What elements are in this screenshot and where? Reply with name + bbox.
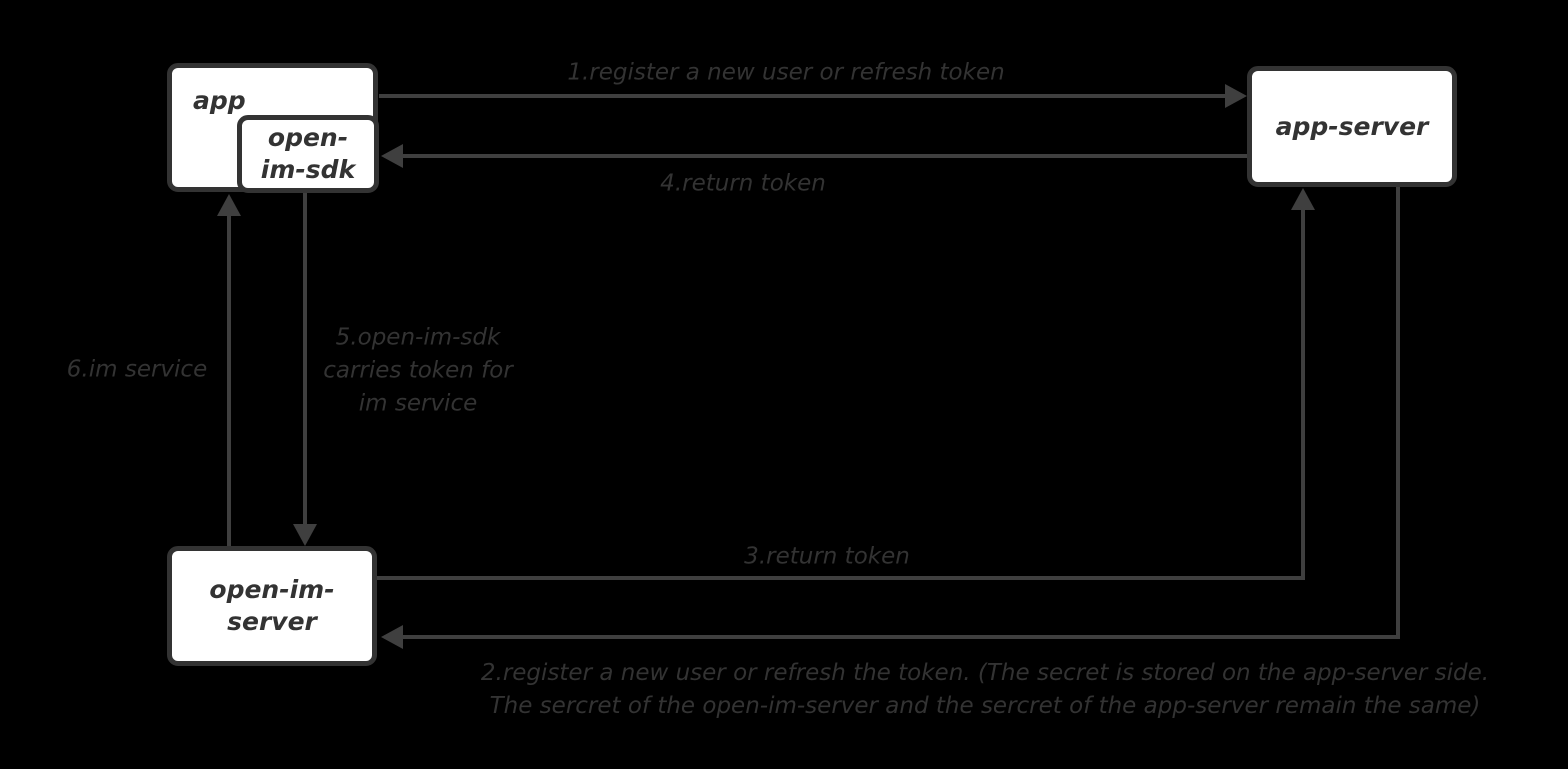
edge-2-label-line1: 2.register a new user or refresh the token. (The secret is stored on the app-server side. [480,660,1490,686]
open-im-sdk-node-label-line2: im-sdk [260,155,356,184]
open-im-sdk-node [237,115,379,193]
edge-2-label [481,657,1489,723]
edge-3-line-vertical [1301,210,1305,580]
edge-2-line-horizontal [401,635,1400,639]
app-server-node-label: app-server [1275,111,1429,141]
edge-1-line [379,94,1227,98]
edge-5-label-line2: carries token for [323,357,513,384]
edge-4-label: 4.return token [660,170,826,197]
edge-5-label-line1: 5.open-im-sdk [335,324,501,351]
open-im-sdk-node-label-line1: open- [267,123,349,152]
edge-2-line-vertical [1396,187,1400,639]
open-im-server-node-label-line2: server [227,607,317,636]
edge-1-label: 1.register a new user or refresh token [567,59,1005,86]
edge-5-arrowhead-down-icon [293,524,317,546]
edge-5-label [323,322,513,421]
open-im-server-node-label-line1: open-im- [209,575,335,604]
edge-3-line-horizontal [377,576,1305,580]
edge-5-label-line3: im service [358,390,478,417]
edge-4-line [401,154,1247,158]
edge-6-label: 6.im service [66,356,208,383]
edge-2-label-line2: The sercret of the open-im-server and the sercret of the app-server remain the same) [489,693,1481,719]
edge-3-arrowhead-up-icon [1291,188,1315,210]
edge-5-line [303,193,307,526]
app-server-node [1247,66,1457,187]
edge-3-label: 3.return token [744,543,910,570]
edge-6-arrowhead-up-icon [217,194,241,216]
edge-2-arrowhead-left-icon [381,625,403,649]
edge-1-arrowhead-right-icon [1225,84,1247,108]
app-node-label: app [193,86,246,115]
edge-4-arrowhead-left-icon [381,144,403,168]
open-im-server-node [167,546,377,666]
edge-6-line [227,214,231,546]
